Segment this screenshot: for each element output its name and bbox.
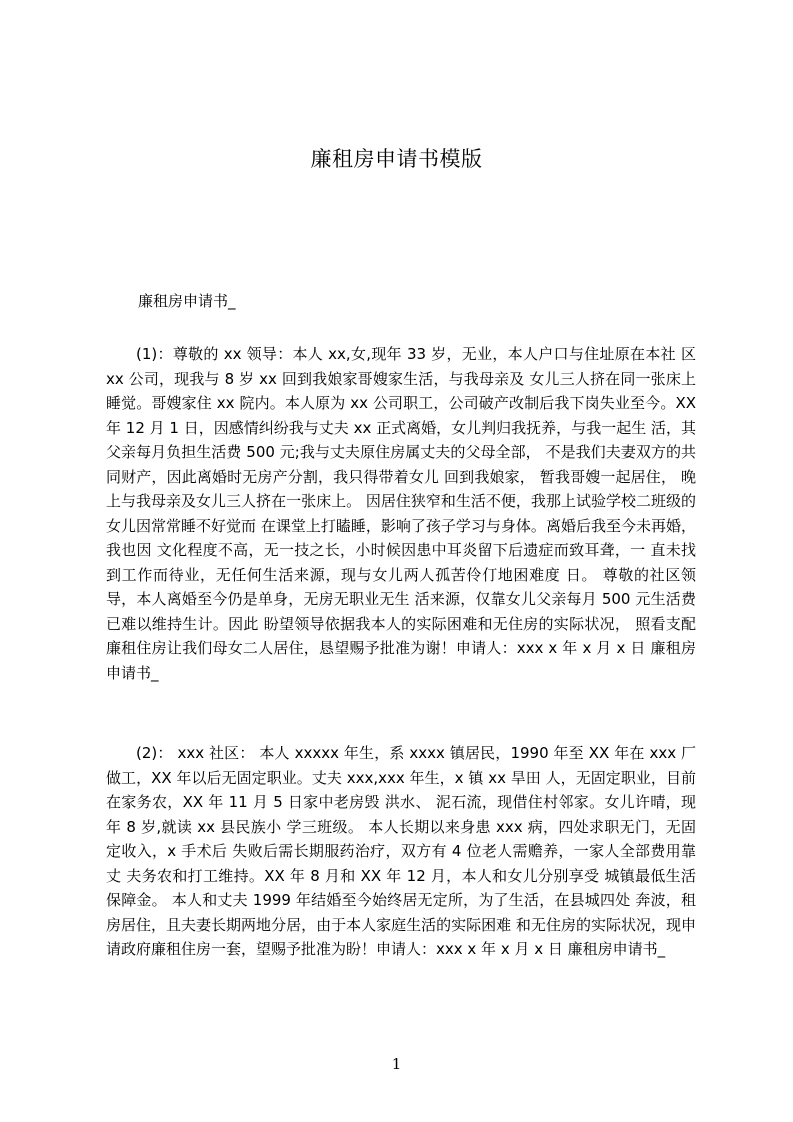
- paragraph-1: (1)：尊敬的 xx 领导：本人 xx,女,现年 33 岁，无业，本人户口与住址原在本社 区 xx 公司，现我与 8 岁 xx 回到我娘家哥嫂家生活，与我母亲及 女儿三人挤在同一张床上睡觉。哥嫂家住 xx 院内。本人原为 xx 公司职工，公司破产改制后我下岗失业至今。XX 年 12 月 1 日，因感情纠纷我与丈夫 xx 正式离婚，女儿判归我抚养，与我一起生 活，其父亲每月负担生活费 500 元;我与丈夫原住房属丈夫的父母全部， 不是我们夫妻双方的共同财产，因此离婚时无房产分割，我只得带着女儿 回到我娘家， 暂我哥嫂一起居住， 晚上与我母亲及女儿三人挤在一张床上。 因居住狭窄和生活不便，我那上试验学校二班级的女儿因常常睡不好觉而 在课堂上打瞌睡，影响了孩子学习与身体。离婚后我至今未再婚，我也因 文化程度不高，无一技之长，小时候因患中耳炎留下后遗症而致耳聋，一 直未找到工作而待业，无任何生活来源，现与女儿两人孤苦伶仃地困难度 日。 尊敬的社区领导，本人离婚至今仍是单身，无房无职业无生 活来源，仅靠女儿父亲每月 500 元生活费已难以维持生计。因此 盼望领导依据我本人的实际困难和无住房的实际状况， 照看支配 廉租住房让我们母女二人居住，恳望赐予批准为谢！申请人：xxx x 年 x 月 x 日 廉租房申请书_: [106, 345, 696, 682]
- page-number: 1: [391, 1055, 402, 1073]
- document-subheading: 廉租房申请书_: [138, 292, 236, 310]
- paragraph-2: (2)： xxx 社区： 本人 xxxxx 年生，系 xxxx 镇居民，1990 年至 XX 年在 xxx 厂做工，XX 年以后无固定职业。丈夫 xxx,xxx 年生，x 镇 xx 旱田 人，无固定职业，目前在家务农，XX 年 11 月 5 日家中老房毁 洪水、 泥石流，现借住村邻家。女儿许晴，现年 8 岁,就读 xx 县民族小 学三班级。 本人长期以来身患 xxx 病，四处求职无门，无固定收入，x 手术后 失败后需长期服药治疗，双方有 4 位老人需赡养，一家人全部费用靠丈 夫务农和打工维持。XX 年 8 月和 XX 年 12 月，本人和女儿分别享受 城镇最低生活保障金。 本人和丈夫 1999 年结婚至今始终居无定所，为了生活，在县城四处 奔波，租房居住，且夫妻长期两地分居，由于本人家庭生活的实际困难 和无住房的实际状况，现申请政府廉租住房一套，望赐予批准为盼！申请人：xxx x 年 x 月 x 日 廉租房申请书_: [106, 744, 696, 958]
- page-title: 廉租房申请书模版: [310, 147, 483, 171]
